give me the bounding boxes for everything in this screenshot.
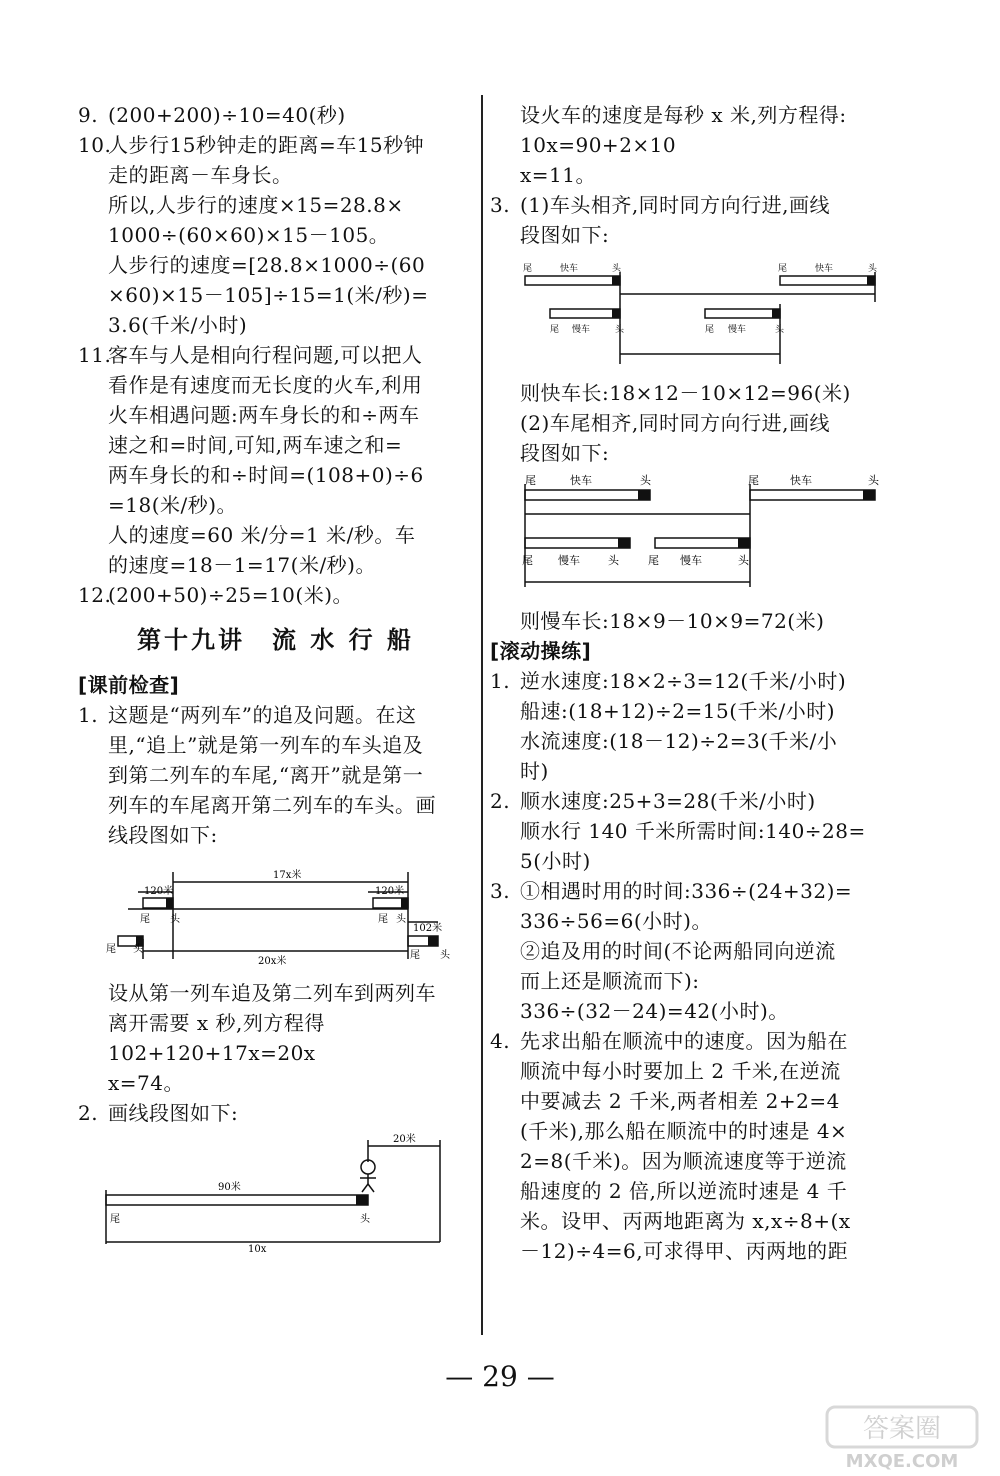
- f4-fast-a: 快车: [570, 474, 592, 487]
- text-line: [78, 580, 473, 610]
- line-text: 里,“追上”就是第一列车的车头追及: [108, 733, 424, 757]
- item-number: 12.: [78, 583, 112, 607]
- line-text: 所以,人步行的速度×15=28.8×: [108, 193, 404, 217]
- text-line: [78, 160, 473, 190]
- text-line: [490, 1056, 890, 1086]
- f4-head-b: 头: [868, 474, 879, 487]
- text-line: [78, 130, 473, 160]
- line-text: x=11。: [520, 163, 596, 187]
- text-line: [78, 760, 473, 790]
- line-text: 人的速度=60 米/分=1 米/秒。车: [108, 523, 416, 547]
- text-line: [490, 378, 890, 408]
- line-text: 船速:(18+12)÷2=15(千米/小时): [520, 699, 836, 723]
- figure-trains-overtaking: [78, 854, 473, 974]
- label-head-a: 头: [170, 914, 180, 925]
- line-text: 线段图如下:: [108, 823, 218, 847]
- label-20x: 20x米: [258, 956, 287, 967]
- text-line: [490, 726, 890, 756]
- line-text: 336÷56=6(小时)。: [520, 909, 712, 933]
- text-line: [490, 696, 890, 726]
- line-text: (200+200)÷10=40(秒): [108, 103, 346, 127]
- text-line: [78, 400, 473, 430]
- f3-slow-d: 慢车: [728, 325, 747, 335]
- label-120m-a: 120米: [144, 886, 174, 897]
- label-tail: 尾: [110, 1214, 120, 1225]
- line-text: 中要减去 2 千米,两者相差 2+2=4: [520, 1089, 840, 1113]
- text-line: [78, 310, 473, 340]
- label-90m: 90米: [218, 1182, 241, 1193]
- text-line: [78, 550, 473, 580]
- text-line: [78, 190, 473, 220]
- label-17x: 17x米: [273, 870, 302, 881]
- watermark-text: 答案圈: [862, 1414, 942, 1444]
- f3-head-c: 头: [615, 325, 625, 335]
- f3-head-b: 头: [868, 264, 878, 274]
- text-line: [490, 936, 890, 966]
- line-text: 逆水速度:18×2÷3=12(千米/小时): [520, 669, 847, 693]
- line-text: 设火车的速度是每秒 x 米,列方程得:: [520, 103, 847, 127]
- f3-tail-d: 尾: [705, 325, 715, 335]
- section-heading-practice: [滚动操练]: [490, 639, 592, 663]
- text-line: [78, 1008, 473, 1038]
- question-3-part1: [490, 190, 890, 250]
- text-line: [490, 996, 890, 1026]
- label-102m: 102米: [413, 923, 443, 934]
- line-text: ×60)×15－105]÷15=1(米/秒)=: [108, 283, 429, 307]
- line-text: 先求出船在顺流中的速度。因为船在: [520, 1029, 848, 1053]
- text-line: [490, 438, 890, 468]
- f4-tail-d: 尾: [648, 554, 659, 567]
- text-line: [490, 1086, 890, 1116]
- line-text: 这题是“两列车”的追及问题。在这: [108, 703, 417, 727]
- line-text: (2)车尾相齐,同时同方向行进,画线: [520, 411, 831, 435]
- line-text: 3.6(千米/小时): [108, 313, 248, 337]
- text-line: [490, 1236, 890, 1266]
- left-answers: [78, 100, 473, 610]
- text-line: [78, 820, 473, 850]
- question-1-equation: [78, 978, 473, 1098]
- label-tail-d: 尾: [410, 950, 420, 961]
- line-text: x=74。: [108, 1071, 184, 1095]
- text-line: [78, 700, 473, 730]
- figure-heads-aligned: [490, 254, 890, 374]
- text-line: [490, 906, 890, 936]
- line-text: =18(米/秒)。: [108, 493, 238, 517]
- question-3-part2: [490, 378, 890, 468]
- f3-head-a: 头: [612, 264, 622, 274]
- item-number: 9.: [78, 103, 99, 127]
- text-line: [78, 520, 473, 550]
- right-continued-answer: [490, 100, 890, 190]
- line-text: 1000÷(60×60)×15－105。: [108, 223, 390, 247]
- line-text: 段图如下:: [520, 441, 610, 465]
- line-text: 火车相遇问题:两车身长的和÷两车: [108, 403, 420, 427]
- f4-slow-d: 慢车: [680, 554, 702, 567]
- f3-fast-a: 快车: [560, 264, 579, 274]
- text-line: [78, 978, 473, 1008]
- figure-tails-aligned: [490, 472, 890, 602]
- question-1: [78, 700, 473, 850]
- text-line: [78, 790, 473, 820]
- line-text: 段图如下:: [520, 223, 610, 247]
- line-text: 10x=90+2×10: [520, 133, 677, 157]
- text-line: [78, 1038, 473, 1068]
- text-line: [78, 430, 473, 460]
- f3-tail-a: 尾: [523, 264, 533, 274]
- text-line: [490, 1026, 890, 1056]
- text-line: [490, 1206, 890, 1236]
- line-text: 客车与人是相向行程问题,可以把人: [108, 343, 423, 367]
- label-tail-a: 尾: [140, 914, 150, 925]
- text-line: [78, 370, 473, 400]
- text-line: [78, 340, 473, 370]
- f4-tail-a: 尾: [525, 474, 536, 487]
- label-head-d: 头: [440, 950, 450, 961]
- label-tail-c: 尾: [106, 944, 116, 955]
- f4-tail-b: 尾: [748, 474, 759, 487]
- text-line: [490, 190, 890, 220]
- item-number: 2.: [490, 789, 511, 813]
- line-text: 设从第一列车追及第二列车到两列车: [108, 981, 436, 1005]
- text-line: [490, 786, 890, 816]
- question-2-text: 画线段图如下:: [108, 1101, 239, 1125]
- line-text: 速之和=时间,可知,两车速之和=: [108, 433, 403, 457]
- text-line: [490, 1116, 890, 1146]
- right-column: [490, 100, 890, 1266]
- item-number: 11.: [78, 343, 112, 367]
- label-10x: 10x: [248, 1244, 267, 1252]
- f3-head-d: 头: [775, 325, 785, 335]
- lecture-title: 第十九讲 流 水 行 船: [136, 626, 415, 654]
- item-number: 3.: [490, 879, 511, 903]
- question-3-result: [490, 606, 890, 636]
- item-number: 1.: [490, 669, 511, 693]
- text-line: [78, 730, 473, 760]
- item-number: 1.: [78, 703, 99, 727]
- question-2-number: 2.: [78, 1101, 99, 1125]
- f4-head-a: 头: [640, 474, 651, 487]
- label-head-c: 头: [133, 944, 143, 955]
- item-number: 10.: [78, 133, 112, 157]
- line-text: 两车身长的和÷时间=(108+0)÷6: [108, 463, 424, 487]
- line-text: 走的距离－车身长。: [108, 163, 293, 187]
- f3-tail-c: 尾: [550, 325, 560, 335]
- text-line: [78, 220, 473, 250]
- f4-head-c: 头: [608, 554, 619, 567]
- line-text: ②追及用的时间(不论两船同向逆流: [520, 939, 836, 963]
- line-text: 船速度的 2 倍,所以逆流时速是 4 千: [520, 1179, 848, 1203]
- text-line: [78, 1068, 473, 1098]
- column-divider: [481, 95, 483, 1335]
- line-text: 2=8(千米)。因为顺流速度等于逆流: [520, 1149, 847, 1173]
- watermark-url: MXQE.COM: [845, 1451, 959, 1472]
- text-line: [490, 1176, 890, 1206]
- text-line: [78, 490, 473, 520]
- f3-tail-b: 尾: [778, 264, 788, 274]
- line-text: (1)车头相齐,同时同方向行进,画线: [520, 193, 831, 217]
- line-text: 米。设甲、丙两地距离为 x,x÷8+(x: [520, 1209, 851, 1233]
- label-20m: 20米: [393, 1134, 416, 1145]
- item-number: 4.: [490, 1029, 511, 1053]
- line-text: 则快车长:18×12－10×12=96(米): [520, 381, 851, 405]
- line-text: 而上还是顺流而下):: [520, 969, 700, 993]
- text-line: [490, 408, 890, 438]
- section-heading-preclass: [课前检查]: [78, 673, 180, 697]
- text-line: [490, 130, 890, 160]
- line-text: －12)÷4=6,可求得甲、丙两地的距: [520, 1239, 849, 1263]
- line-text: 5(小时): [520, 849, 591, 873]
- line-text: 水流速度:(18－12)÷2=3(千米/小: [520, 729, 838, 753]
- item-number: 3.: [490, 193, 511, 217]
- q3c-text: 则慢车长:18×9－10×9=72(米): [520, 609, 825, 633]
- line-text: 顺流中每小时要加上 2 千米,在逆流: [520, 1059, 841, 1083]
- label-120m-b: 120米: [375, 886, 405, 897]
- label-head: 头: [360, 1214, 370, 1225]
- text-line: [490, 160, 890, 190]
- text-line: [78, 460, 473, 490]
- text-line: [490, 100, 890, 130]
- line-text: 的速度=18－1=17(米/秒)。: [108, 553, 376, 577]
- line-text: 时): [520, 759, 549, 783]
- text-line: [78, 280, 473, 310]
- question-2: [78, 1098, 473, 1128]
- line-text: 顺水速度:25+3=28(千米/小时): [520, 789, 816, 813]
- text-line: [490, 816, 890, 846]
- label-head-b: 头: [396, 914, 406, 925]
- line-text: (200+50)÷25=10(米)。: [108, 583, 354, 607]
- text-line: [490, 220, 890, 250]
- text-line: [490, 966, 890, 996]
- f4-fast-b: 快车: [790, 474, 812, 487]
- watermark-logo: [825, 1405, 985, 1473]
- text-line: [490, 1146, 890, 1176]
- f4-slow-c: 慢车: [558, 554, 580, 567]
- f3-fast-b: 快车: [815, 264, 834, 274]
- line-text: 102+120+17x=20x: [108, 1041, 316, 1065]
- f4-tail-c: 尾: [522, 554, 533, 567]
- practice-answers: [490, 666, 890, 1266]
- text-line: [490, 756, 890, 786]
- line-text: 列车的车尾离开第二列车的车头。画: [108, 793, 436, 817]
- page-number: — 29 —: [445, 1360, 555, 1393]
- f3-slow-c: 慢车: [572, 325, 591, 335]
- f4-head-d: 头: [738, 554, 749, 567]
- line-text: 336÷(32－24)=42(小时)。: [520, 999, 789, 1023]
- text-line: [78, 250, 473, 280]
- text-line: [490, 846, 890, 876]
- line-text: 到第二列车的车尾,“离开”就是第一: [108, 763, 424, 787]
- line-text: ①相遇时用的时间:336÷(24+32)=: [520, 879, 853, 903]
- line-text: 看作是有速度而无长度的火车,利用: [108, 373, 423, 397]
- text-line: [78, 100, 473, 130]
- line-text: 顺水行 140 千米所需时间:140÷28=: [520, 819, 866, 843]
- line-text: 人步行的速度=[28.8×1000÷(60: [108, 253, 426, 277]
- label-tail-b: 尾: [378, 914, 388, 925]
- figure-train-passing-person: [78, 1132, 473, 1252]
- line-text: 人步行15秒钟走的距离=车15秒钟: [108, 133, 425, 157]
- line-text: 离开需要 x 秒,列方程得: [108, 1011, 325, 1035]
- left-column: [78, 100, 473, 1256]
- line-text: (千米),那么船在顺流中的时速是 4×: [520, 1119, 848, 1143]
- text-line: [490, 876, 890, 906]
- text-line: [490, 666, 890, 696]
